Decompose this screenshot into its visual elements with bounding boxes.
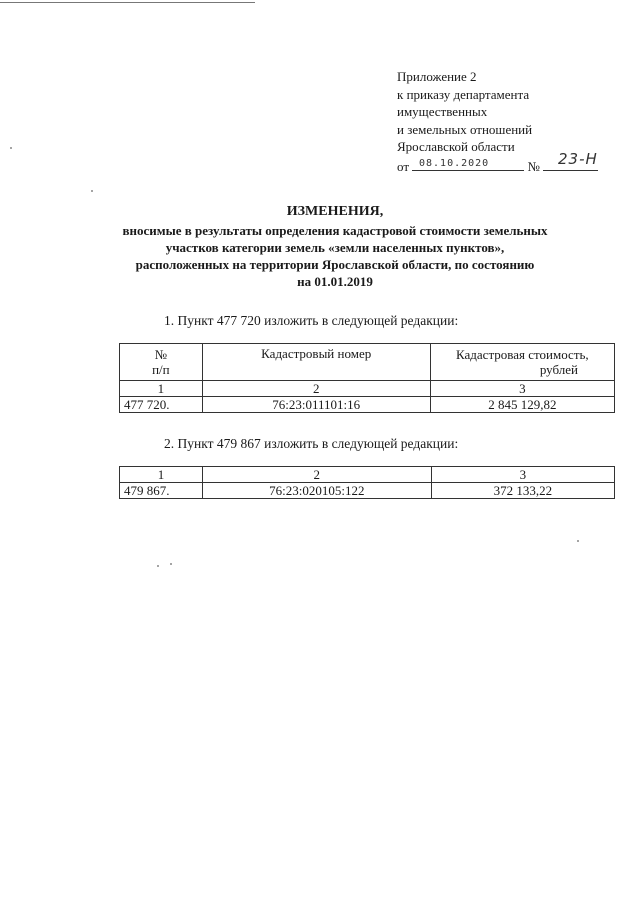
cadastral-number-cell: 76:23:020105:122 bbox=[202, 483, 431, 499]
item-2-table bbox=[119, 466, 615, 499]
column-number-cell: 1 bbox=[120, 467, 203, 483]
order-reference bbox=[397, 149, 598, 176]
title-line: вносимые в результаты определения кадастровой стоимости земельных bbox=[122, 223, 548, 238]
column-number-cell: 1 bbox=[120, 381, 203, 397]
header-cell-cost bbox=[430, 344, 614, 381]
header-text: п/п bbox=[152, 362, 170, 377]
scan-speck bbox=[10, 147, 12, 149]
appendix-line: и земельных отношений bbox=[397, 121, 533, 137]
column-number-cell: 3 bbox=[431, 467, 614, 483]
column-number-cell: 2 bbox=[202, 467, 431, 483]
header-text: Кадастровая стоимость, bbox=[456, 347, 589, 362]
item-2-heading: 2. Пункт 479 867 изложить в следующей редакции: bbox=[164, 436, 459, 451]
scan-speck bbox=[170, 563, 172, 565]
document-title bbox=[100, 203, 570, 290]
header-cell-cadastral: Кадастровый номер bbox=[202, 344, 430, 381]
appendix-block bbox=[397, 68, 598, 175]
item-1-heading: 1. Пункт 477 720 изложить в следующей редакции: bbox=[164, 313, 459, 328]
handwritten-number: 23-Н bbox=[558, 149, 598, 168]
title-line: участков категории земель «земли населенных пунктов», bbox=[165, 240, 505, 255]
cadastral-cost-cell: 2 845 129,82 bbox=[430, 397, 614, 413]
column-number-cell: 2 bbox=[202, 381, 430, 397]
cadastral-number-cell: 76:23:011101:16 bbox=[202, 397, 430, 413]
appendix-line: к приказу департамента bbox=[397, 86, 530, 102]
header-cell-number bbox=[120, 344, 203, 381]
scan-artifact-line bbox=[0, 2, 255, 3]
item-1-table bbox=[119, 343, 615, 413]
appendix-line: имущественных bbox=[397, 104, 488, 119]
row-number-cell: 477 720. bbox=[120, 397, 203, 413]
handwritten-date: 08.10.2020 bbox=[419, 157, 490, 169]
row-number-cell: 479 867. bbox=[120, 483, 203, 499]
header-text: № bbox=[154, 347, 168, 362]
number-label: № bbox=[527, 158, 540, 174]
title-line: расположенных на территории Ярославской области, по состоянию bbox=[135, 257, 535, 272]
scan-speck bbox=[577, 540, 579, 542]
appendix-line: Приложение 2 bbox=[397, 69, 477, 84]
column-number-cell: 3 bbox=[430, 381, 614, 397]
title-line: на 01.01.2019 bbox=[297, 274, 373, 289]
appendix-line: Ярославской области bbox=[397, 139, 515, 154]
cadastral-cost-cell: 372 133,22 bbox=[431, 483, 614, 499]
scan-speck bbox=[91, 190, 93, 192]
from-label: от bbox=[397, 158, 410, 174]
title-main: ИЗМЕНЕНИЯ, bbox=[286, 204, 384, 219]
scan-speck bbox=[157, 565, 159, 567]
header-text: рублей bbox=[539, 362, 578, 377]
